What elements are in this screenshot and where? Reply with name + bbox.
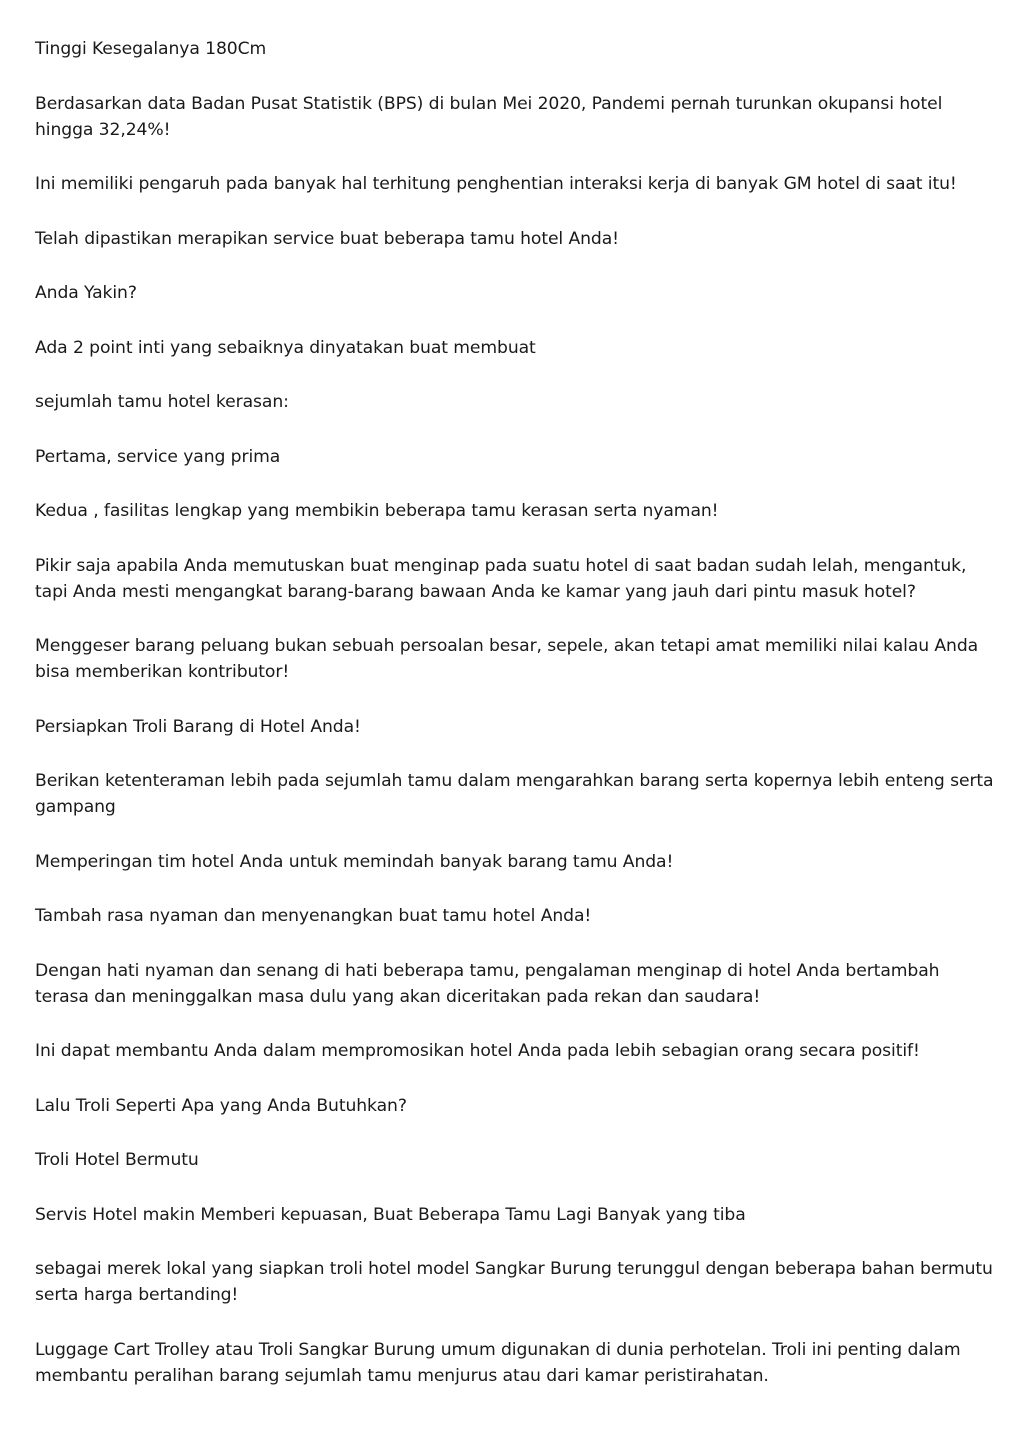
paragraph: Ini memiliki pengaruh pada banyak hal terhitung penghentian interaksi kerja di banyak GM hotel di saat itu! [35,174,957,194]
document-body [35,36,995,1417]
paragraph: Ada 2 point inti yang sebaiknya dinyatakan buat membuat [35,337,536,358]
paragraph: sebagai merek lokal yang siapkan troli hotel model Sangkar Burung terunggul dengan beberapa bahan bermutu serta harga bertanding! [35,1259,993,1305]
paragraph: Dengan hati nyaman dan senang di hati beberapa tamu, pengalaman menginap di hotel Anda bertambah terasa dan meninggalkan masa dulu yang akan diceritakan pada rekan dan saudara! [35,960,940,1007]
paragraph: Persiapkan Troli Barang di Hotel Anda! [35,716,361,737]
paragraph: Berikan ketenteraman lebih pada sejumlah tamu dalam mengarahkan barang serta kopernya lebih enteng serta gampang [35,771,994,817]
paragraph: Luggage Cart Trolley atau Troli Sangkar Burung umum digunakan di dunia perhotelan. Troli ini penting dalam membantu peralihan barang sejumlah tamu menjurus atau dari kamar peristirahatan. [35,1339,961,1386]
paragraph: Memperingan tim hotel Anda untuk memindah banyak barang tamu Anda! [35,851,674,872]
paragraph: Ini dapat membantu Anda dalam mempromosikan hotel Anda pada lebih sebagian orang secara positif! [35,1041,920,1061]
paragraph: Tinggi Kesegalanya 180Cm [35,39,267,59]
paragraph: Troli Hotel Bermutu [35,1150,199,1170]
paragraph: Menggeser barang peluang bukan sebuah persoalan besar, sepele, akan tetapi amat memiliki nilai kalau Anda bisa memberikan kontributor! [35,636,979,682]
paragraph: Tambah rasa nyaman dan menyenangkan buat tamu hotel Anda! [35,906,592,926]
paragraph: Telah dipastikan merapikan service buat beberapa tamu hotel Anda! [35,228,619,249]
paragraph: Kedua , fasilitas lengkap yang membikin beberapa tamu kerasan serta nyaman! [35,501,719,521]
paragraph: Pertama, service yang prima [35,446,281,467]
paragraph: Pikir saja apabila Anda memutuskan buat menginap pada suatu hotel di saat badan sudah lelah, mengantuk, tapi Anda mesti mengangkat barang-barang bawaan Anda ke kamar yang jauh dari pintu masuk hotel? [35,555,967,602]
paragraph: Servis Hotel makin Memberi kepuasan, Buat Beberapa Tamu Lagi Banyak yang tiba [35,1204,746,1225]
paragraph: Anda Yakin? [35,283,137,303]
paragraph: sejumlah tamu hotel kerasan: [35,392,289,412]
paragraph: Lalu Troli Seperti Apa yang Anda Butuhkan? [35,1095,407,1116]
paragraph: Berdasarkan data Badan Pusat Statistik (BPS) di bulan Mei 2020, Pandemi pernah turunkan okupansi hotel hingga 32,24%! [35,93,943,140]
